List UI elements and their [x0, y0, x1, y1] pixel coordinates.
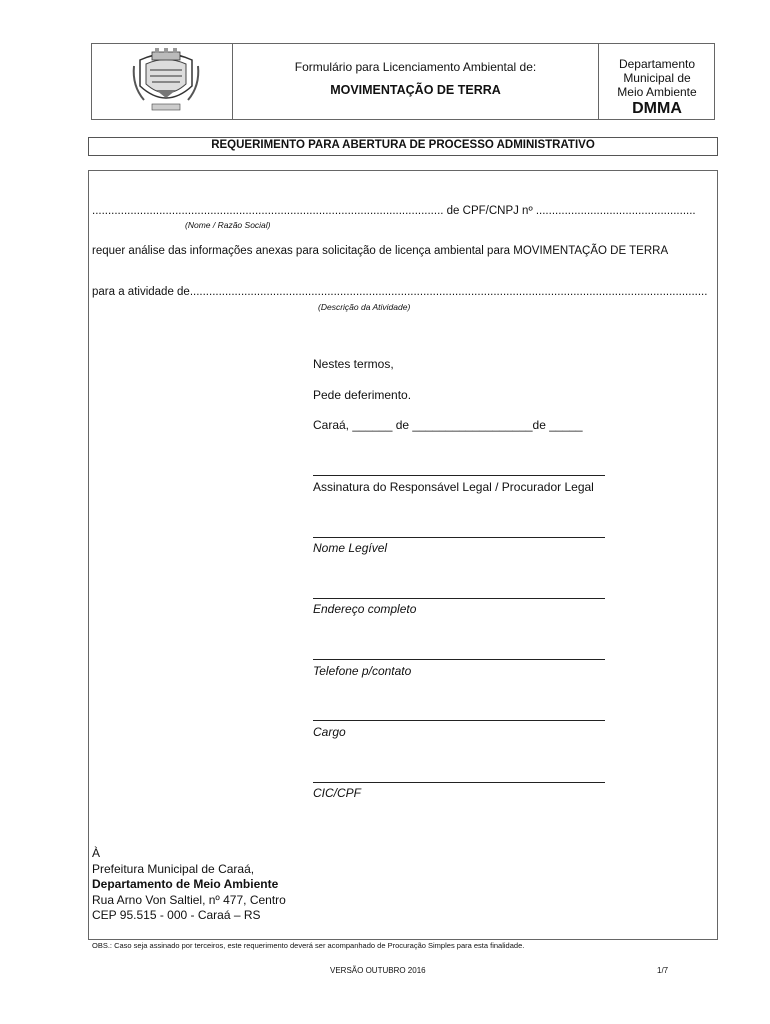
name-label: Nome Legível	[313, 541, 388, 555]
municipal-crest-icon	[130, 46, 202, 112]
address-line-3: Departamento de Meio Ambiente	[92, 877, 279, 891]
signature-line[interactable]	[313, 475, 605, 476]
closing-request: Pede deferimento.	[313, 388, 412, 402]
closing-terms: Nestes termos,	[313, 357, 394, 371]
name-line[interactable]	[313, 537, 605, 538]
cpf-line[interactable]	[313, 782, 605, 783]
activity-field[interactable]: para a atividade de..................................................................................................................................................................	[92, 286, 708, 298]
cpf-label: CIC/CPF	[313, 786, 361, 800]
form-title: MOVIMENTAÇÃO DE TERRA	[330, 83, 501, 97]
activity-hint: (Descrição da Atividade)	[318, 302, 411, 312]
department-line: Municipal de	[623, 71, 691, 85]
name-hint: (Nome / Razão Social)	[185, 220, 271, 230]
recipient-address	[92, 846, 286, 924]
request-text: requer análise das informações anexas para solicitação de licença ambiental para MOVIMENTAÇÃO DE TERRA	[92, 245, 669, 257]
role-label: Cargo	[313, 725, 346, 739]
phone-line[interactable]	[313, 659, 605, 660]
address-line-2: Prefeitura Municipal de Caraá,	[92, 861, 255, 876]
form-prefix: Formulário para Licenciamento Ambiental de:	[294, 60, 537, 74]
header-divider	[232, 43, 233, 120]
signature-label: Assinatura do Responsável Legal / Procurador Legal	[313, 480, 594, 494]
address-line-5: CEP 95.515 - 000 - Caraá – RS	[92, 908, 261, 922]
department-abbreviation: DMMA	[632, 100, 682, 117]
address-label: Endereço completo	[313, 602, 417, 616]
department-line: Departamento	[618, 57, 696, 71]
phone-label: Telefone p/contato	[313, 664, 412, 678]
date-line[interactable]: Caraá, ______ de __________________de _____	[313, 418, 583, 432]
address-line[interactable]	[313, 598, 605, 599]
department-line: Meio Ambiente	[617, 85, 697, 99]
name-cpf-field[interactable]: .............................................................................................................. de CPF/CNPJ nº ..................................................	[92, 205, 696, 217]
address-line-4: Rua Arno Von Saltiel, nº 477, Centro	[92, 892, 286, 907]
role-line[interactable]	[313, 720, 605, 721]
page-number: 1/7	[657, 966, 669, 975]
department-name	[599, 57, 715, 99]
request-title: REQUERIMENTO PARA ABERTURA DE PROCESSO ADMINISTRATIVO	[211, 139, 595, 151]
version-label: VERSÃO OUTUBRO 2016	[330, 966, 426, 975]
observation-note: OBS.: Caso seja assinado por terceiros, este requerimento deverá ser acompanhado de Procuração Simples para esta finalidade.	[92, 941, 525, 950]
address-line-1: À	[92, 846, 101, 860]
